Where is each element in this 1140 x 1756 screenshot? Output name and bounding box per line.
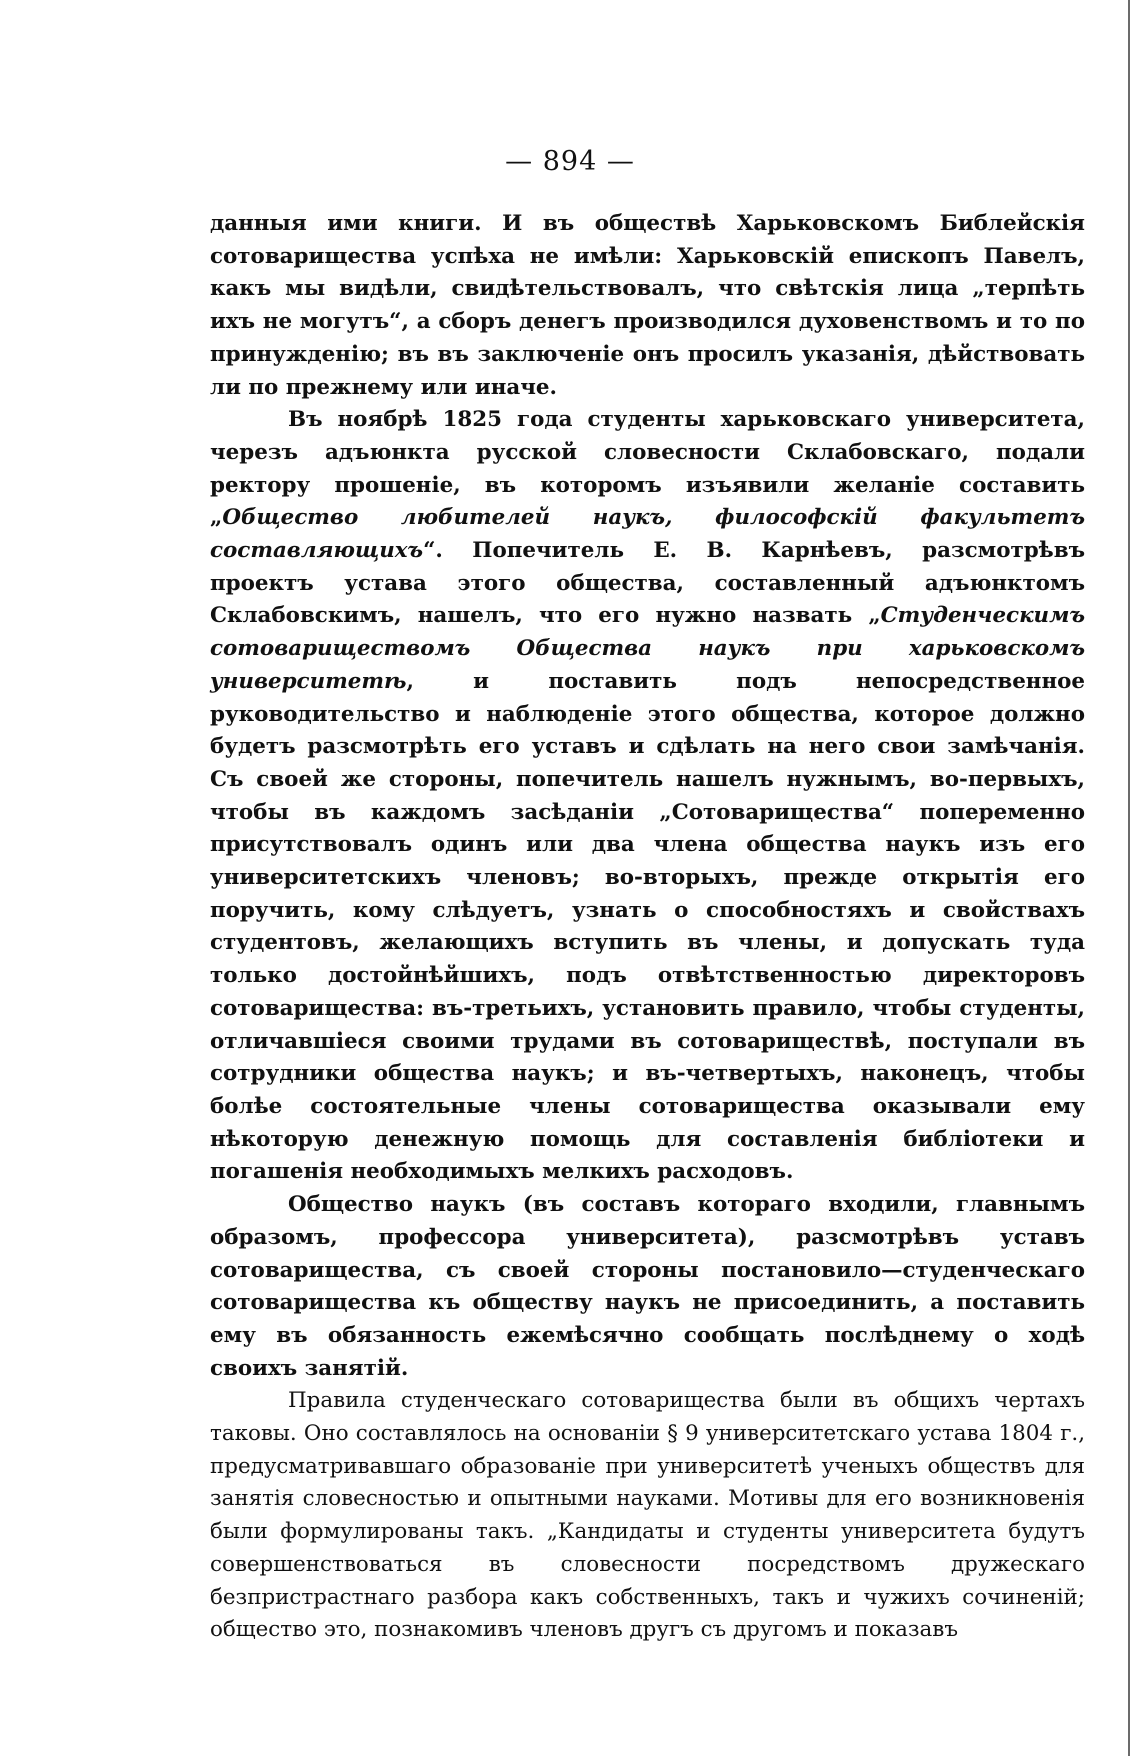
paragraph-2-text-3: , и поставить подъ непосредственное руководительство и наблюденіе этого общества, которое должно будетъ разсмотрѣть его уставъ и сдѣлать на него свои замѣчанія. Съ своей же стороны, попечитель нашелъ нужнымъ, во-первыхъ, чтобы въ каждомъ засѣданіи „Сотоварищества“ попеременно присутствовалъ одинъ или два члена общества наукъ изъ его университетскихъ членовъ; во-вторыхъ, прежде открытія его поручить, кому слѣдуетъ, узнать о способностяхъ и свойствахъ студентовъ, желающихъ вступить въ члены, и допускать туда только достойнѣйшихъ, подъ отвѣтственностью директоровъ сотоварищества: въ-третьихъ, установить правило, чтобы студенты, отличавшіеся своими трудами въ сотовариществѣ, поступали въ сотрудники общества наукъ; и въ-четвертыхъ, наконецъ, чтобы болѣе состоятельные члены сотоварищества оказывали ему нѣкоторую денежную помощь для составленія библіотеки и погашенія необходимыхъ мелкихъ расходовъ. xyxy=(210,668,1085,1185)
paragraph-2-text-2: “. Попечитель Е. В. Карнѣевъ, разсмотрѣвъ проектъ устава этого общества, составленный адъюнктомъ Склабовскимъ, нашелъ, что его нужно назвать „ xyxy=(210,538,1085,629)
paragraph-4: Правила студенческаго сотоварищества были въ общихъ чертахъ таковы. Оно составлялось на основаніи § 9 университетскаго устава 1804 г., предусматривавшаго образованіе при университетѣ ученыхъ обществъ для занятія словесностью и опытными науками. Мотивы для его возникновенія были формулированы такъ. „Кандидаты и студенты университета будутъ совершенствоваться въ словесности посредствомъ дружескаго безпристрастнаго разбора какъ собственныхъ, такъ и чужихъ сочиненій; общество это, познакомивъ членовъ другъ съ другомъ и показавъ xyxy=(210,1388,1085,1643)
paragraph-2-text-1: Въ ноябрѣ 1825 года студенты харьковскаго университета, черезъ адъюнкта русской словесности Склабовскаго, подали ректору прошеніе, въ которомъ изъявили желаніе составить „ xyxy=(210,407,1085,531)
page-number: — 894 — xyxy=(505,146,635,177)
scan-edge-line xyxy=(1128,0,1130,1756)
paragraph-3: Общество наукъ (въ составъ котораго входили, главнымъ образомъ, профессора университета), разсмотрѣвъ уставъ сотоварищества, съ своей стороны постановило—студенческаго сотоварищества къ обществу наукъ не присоединить, а поставить ему въ обязанность ежемѣсячно сообщать послѣднему о ходѣ своихъ занятій. xyxy=(210,1192,1085,1381)
body-text xyxy=(210,208,1085,1647)
student-society-italic: Студенческимъ сотовариществомъ Общества наукъ при харьковскомъ университетѣ xyxy=(210,603,1085,694)
paragraph-1: данныя ими книги. И въ обществѣ Харьковскомъ Библейскія сотоварищества успѣха не имѣли: Харьковскій епископъ Павелъ, какъ мы видѣли, свидѣтельствовалъ, что свѣтскія лица „терпѣть ихъ не могутъ“, а сборъ денегъ производился духовенствомъ и то по принужденію; въ въ заключеніе онъ просилъ указанія, дѣйствовать ли по прежнему или иначе. xyxy=(210,211,1085,400)
paragraph-2 xyxy=(210,404,1085,1189)
society-name-italic: Общество любителей наукъ, философскій факультетъ составляющихъ xyxy=(210,505,1085,564)
